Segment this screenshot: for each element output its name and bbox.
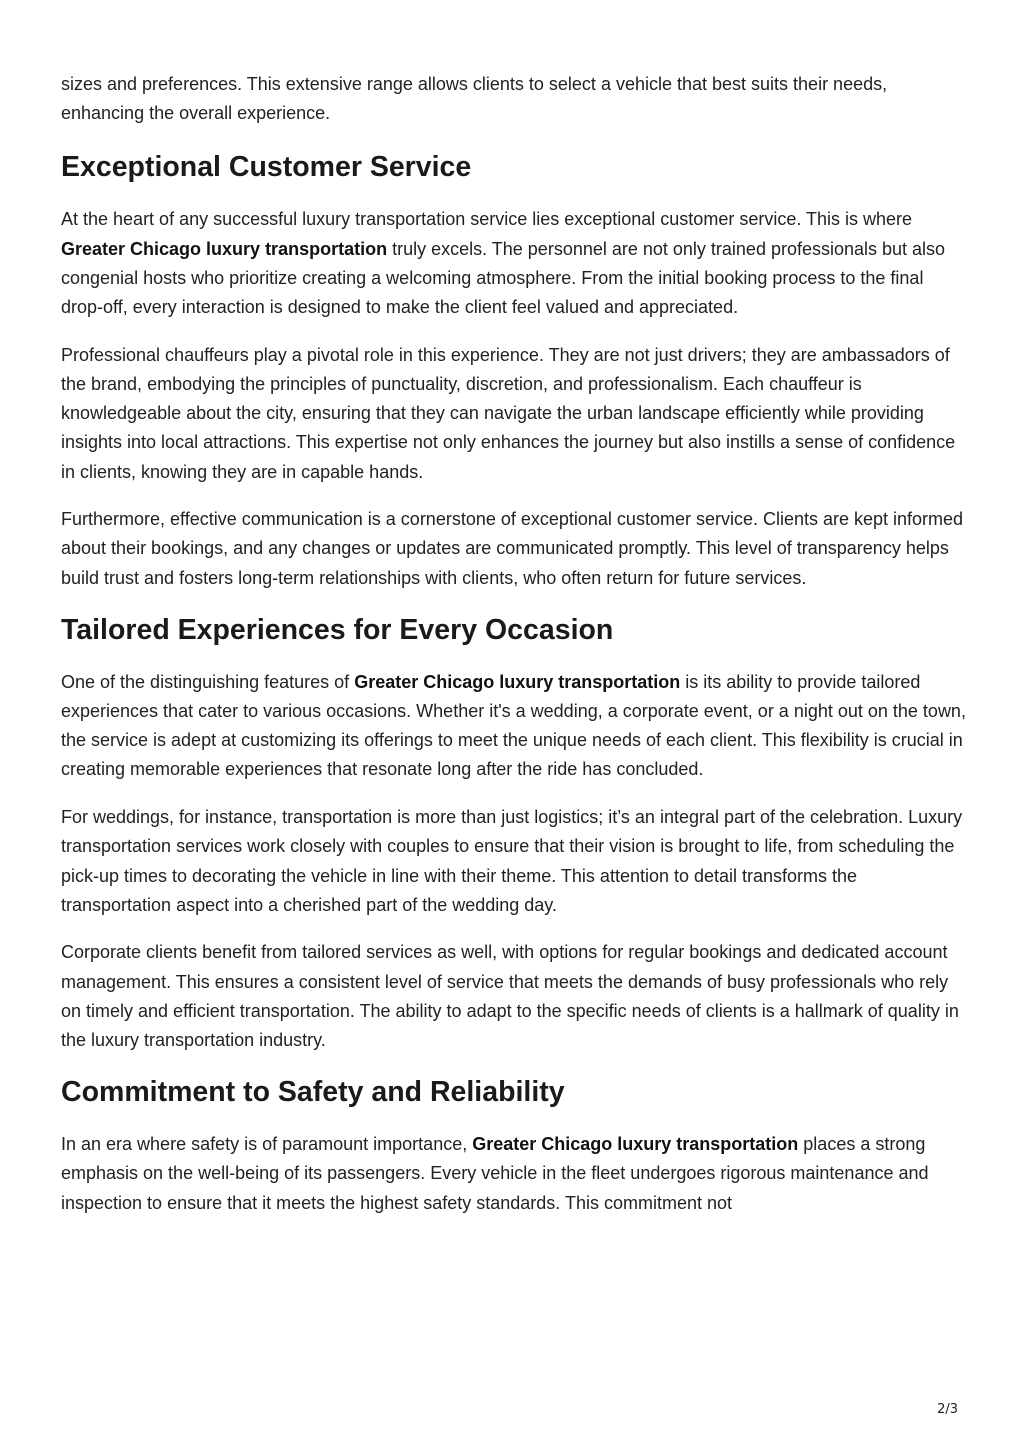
bold-keyword: Greater Chicago luxury transportation [61, 238, 388, 259]
section-heading-customer-service: Exceptional Customer Service [61, 151, 472, 184]
paragraph-text: At the heart of any successful luxury transportation service lies exceptional customer service. This is where [61, 209, 913, 230]
paragraph [61, 205, 966, 322]
paragraph-text: places a strong emphasis on the well-being of its passengers. Every vehicle in the fleet undergoes rigorous maintenance and inspection to ensure that it meets the highest safety standards. This commitment not [61, 1134, 929, 1213]
intro-paragraph: sizes and preferences. This extensive range allows clients to select a vehicle that best suits their needs, enhancing the overall experience. [61, 74, 888, 124]
paragraph-text: One of the distinguishing features of [61, 671, 355, 692]
section-heading-safety-reliability: Commitment to Safety and Reliability [61, 1076, 565, 1109]
paragraph: Corporate clients benefit from tailored services as well, with options for regular bookings and dedicated account management. This ensures a consistent level of service that meets the demands of busy professionals who rely on timely and efficient transportation. The ability to adapt to the specific needs of clients is a hallmark of quality in the luxury transportation industry. [61, 942, 959, 1051]
page-number: 2/3 [937, 1402, 958, 1417]
paragraph: Furthermore, effective communication is a cornerstone of exceptional customer service. Clients are kept informed about their bookings, and any changes or updates are communicated promptly. This level of transparency helps build trust and fosters long-term relationships with clients, who often return for future services. [61, 509, 964, 588]
bold-keyword: Greater Chicago luxury transportation [354, 671, 681, 692]
paragraph: Professional chauffeurs play a pivotal role in this experience. They are not just drivers; they are ambassadors of the brand, embodying the principles of punctuality, discretion, and professionalism. Each chauffeur is knowledgeable about the city, ensuring that they can navigate the urban landscape efficiently while providing insights into local attractions. This expertise not only enhances the journey but also instills a sense of confidence in clients, knowing they are in capable hands. [61, 344, 956, 482]
section-heading-tailored-experiences: Tailored Experiences for Every Occasion [61, 613, 614, 646]
bold-keyword: Greater Chicago luxury transportation [472, 1134, 799, 1155]
paragraph [61, 668, 966, 785]
paragraph [61, 1130, 966, 1218]
paragraph-text: is its ability to provide tailored experiences that cater to various occasions. Whether it's a wedding, a corporate event, or a night out on the town, the service is adept at customizing its offerings to meet the unique needs of each client. This flexibility is crucial in creating memorable experiences that resonate long after the ride has concluded. [61, 671, 966, 780]
paragraph-text: In an era where safety is of paramount importance, [61, 1134, 473, 1155]
paragraph: For weddings, for instance, transportation is more than just logistics; it’s an integral part of the celebration. Luxury transportation services work closely with couples to ensure that their vision is brought to life, from scheduling the pick-up times to decorating the vehicle in line with their theme. This attention to detail transforms the transportation aspect into a cherished part of the wedding day. [61, 807, 963, 915]
paragraph-text: truly excels. The personnel are not only trained professionals but also congenial hosts who prioritize creating a welcoming atmosphere. From the initial booking process to the final drop-off, every interaction is designed to make the client feel valued and appreciated. [61, 238, 946, 318]
document-body [61, 70, 966, 1236]
